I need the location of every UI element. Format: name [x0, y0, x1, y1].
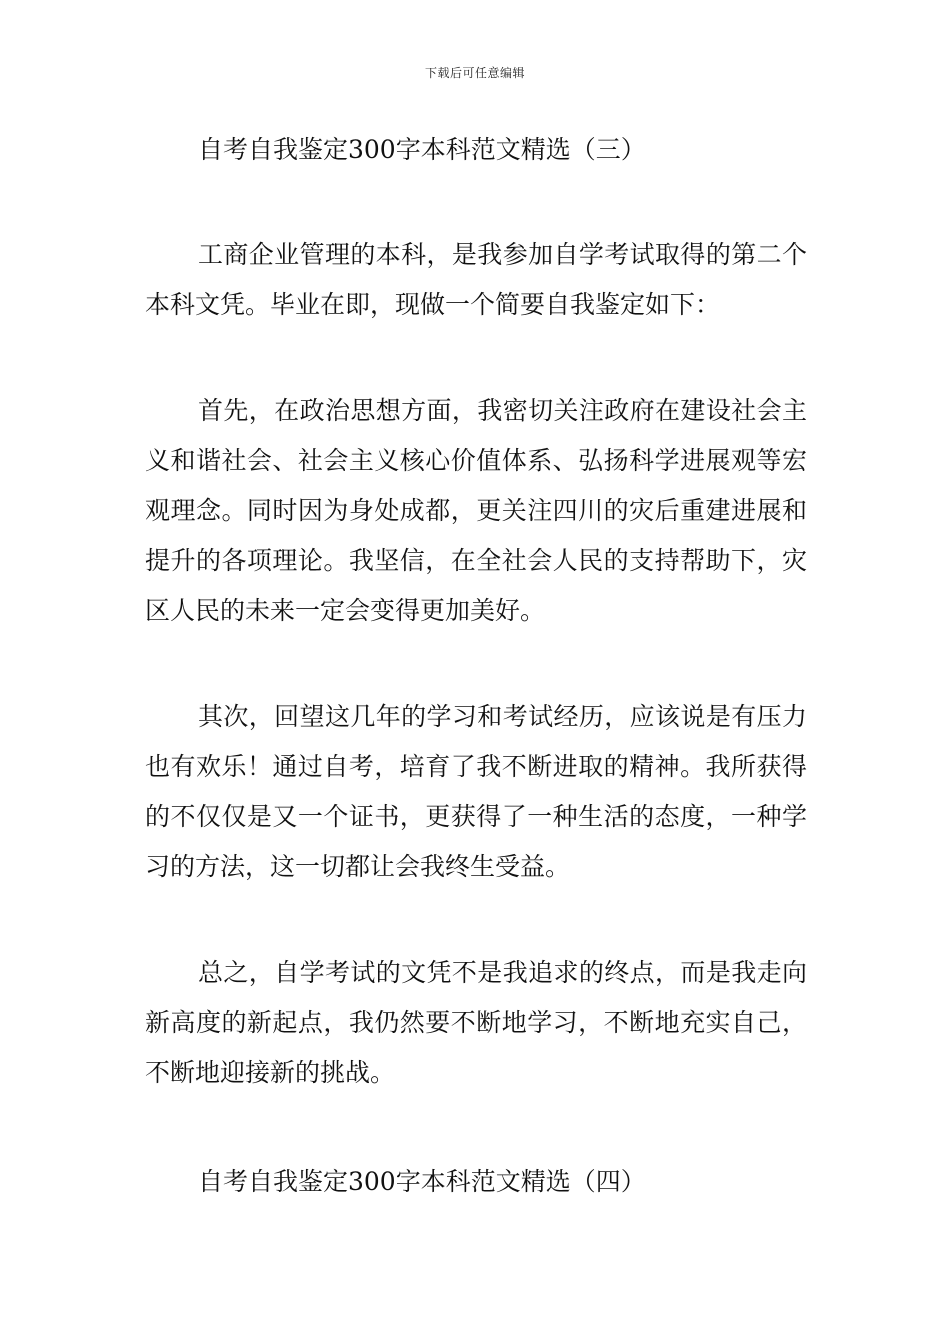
- paragraph-conclusion: 总之，自学考试的文凭不是我追求的终点，而是我走向新高度的新起点，我仍然要不断地学习，不断地充实自己，不断地迎接新的挑战。: [145, 958, 807, 1087]
- paragraph-study: 其次，回望这几年的学习和考试经历，应该说是有压力也有欢乐！通过自考，培育了我不断进取的精神。我所获得的不仅仅是又一个证书，更获得了一种生活的态度，一种学习的方法，这一切都让会我终生受益。: [145, 702, 807, 881]
- section-heading-3: 自考自我鉴定300字本科范文精选（三）: [198, 135, 646, 164]
- paragraph-intro: 工商企业管理的本科，是我参加自学考试取得的第二个本科文凭。毕业在即，现做一个简要自我鉴定如下：: [145, 240, 807, 319]
- header-note: 下载后可任意编辑: [424, 66, 525, 80]
- paragraph-politics: 首先，在政治思想方面，我密切关注政府在建设社会主义和谐社会、社会主义核心价值体系、弘扬科学进展观等宏观理念。同时因为身处成都，更关注四川的灾后重建进展和提升的各项理论。我坚信，在全社会人民的支持帮助下，灾区人民的未来一定会变得更加美好。: [145, 396, 807, 625]
- section-heading-4: 自考自我鉴定300字本科范文精选（四）: [198, 1167, 646, 1196]
- document-body: [145, 128, 807, 1204]
